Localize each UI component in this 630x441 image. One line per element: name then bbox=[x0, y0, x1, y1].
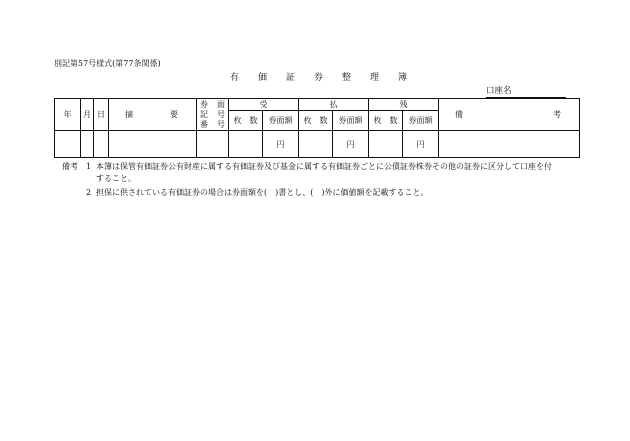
document-title: 有価証券整理簿 bbox=[230, 73, 427, 83]
cell-security-number[interactable] bbox=[197, 131, 229, 158]
cell-received-face-value[interactable] bbox=[263, 131, 299, 158]
cell-paid-face-value[interactable] bbox=[333, 131, 369, 158]
cell-month[interactable] bbox=[81, 131, 94, 158]
header-balance-count: 枚数 bbox=[369, 111, 403, 131]
header-received: 受 bbox=[229, 99, 299, 111]
header-security-number: 券 面 記 号 番 号 bbox=[197, 99, 229, 131]
cell-balance-count[interactable] bbox=[369, 131, 403, 158]
account-name-field[interactable] bbox=[486, 84, 566, 98]
cell-year[interactable] bbox=[55, 131, 81, 158]
header-remarks: 備 考 bbox=[439, 99, 580, 131]
header-year: 年 bbox=[55, 99, 81, 131]
cell-day[interactable] bbox=[94, 131, 109, 158]
header-balance-face-value: 券面額 bbox=[403, 111, 439, 131]
cell-summary[interactable] bbox=[109, 131, 197, 158]
header-received-face-value: 券面額 bbox=[263, 111, 299, 131]
note-text: 担保に供されている有価証券の場合は券面額を( )書とし、( )外に価値額を記載すること。 bbox=[96, 188, 429, 197]
yen-unit: 円 bbox=[276, 139, 285, 149]
cell-received-count[interactable] bbox=[229, 131, 263, 158]
table-row bbox=[55, 131, 580, 158]
note-text-continued: すること。 bbox=[96, 174, 136, 183]
header-paid-count: 枚数 bbox=[299, 111, 333, 131]
notes-section bbox=[62, 161, 552, 199]
header-summary: 摘 要 bbox=[109, 99, 197, 131]
header-day: 日 bbox=[94, 99, 109, 131]
header-month: 月 bbox=[81, 99, 94, 131]
cell-paid-count[interactable] bbox=[299, 131, 333, 158]
note-text: 本簿は保管有価証券公有財産に属する有価証券及び基金に属する有価証券ごとに公債証券株券その他の証券に区分して口座を付 bbox=[96, 162, 552, 171]
form-reference: 別記第57号様式(第77条関係) bbox=[54, 59, 161, 68]
header-paid: 払 bbox=[299, 99, 369, 111]
note-number: 1 bbox=[86, 162, 92, 171]
cell-balance-face-value[interactable] bbox=[403, 131, 439, 158]
header-received-count: 枚数 bbox=[229, 111, 263, 131]
header-paid-face-value: 券面額 bbox=[333, 111, 369, 131]
note-number: 2 bbox=[86, 188, 92, 197]
notes-label: 備考 bbox=[62, 162, 78, 171]
yen-unit: 円 bbox=[416, 139, 425, 149]
securities-ledger-table bbox=[54, 98, 580, 158]
yen-unit: 円 bbox=[346, 139, 355, 149]
cell-remarks[interactable] bbox=[439, 131, 580, 158]
account-name-label: 口座名 bbox=[486, 86, 512, 96]
header-balance: 残 bbox=[369, 99, 439, 111]
